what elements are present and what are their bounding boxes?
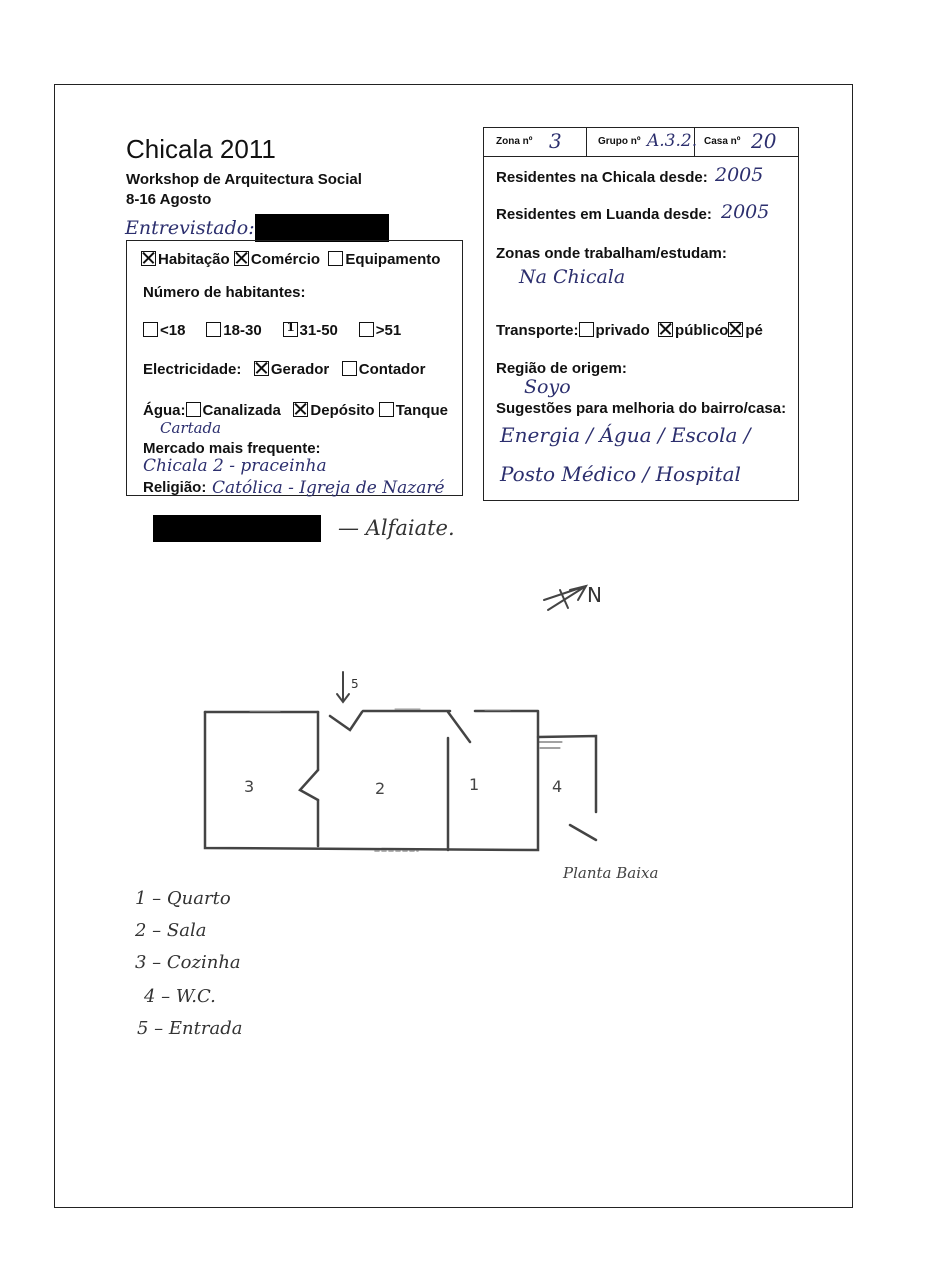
zona-label: Zona nº	[496, 136, 533, 147]
transporte-label: Transporte:	[496, 322, 579, 339]
wc-door	[570, 825, 596, 840]
legend-item-1: 1 – Quarto	[135, 888, 231, 909]
room-4-label: 4	[552, 777, 563, 796]
door-1	[448, 712, 470, 742]
grupo-value: A.3.2.	[647, 131, 698, 151]
deposito-label: Depósito	[310, 402, 375, 419]
regiao-label: Região de origem:	[496, 360, 627, 377]
wc-hatching	[538, 742, 562, 748]
grupo-label: Grupo nº	[598, 136, 641, 147]
legend-item-5: 5 – Entrada	[137, 1018, 243, 1039]
res-luanda-value: 2005	[721, 201, 770, 223]
habitacao-label: Habitação	[158, 251, 230, 268]
range-gt51-label: >51	[375, 322, 402, 339]
entrance-arrow	[337, 672, 349, 702]
zonas-value: Na Chicala	[519, 266, 626, 288]
electricity-label: Electricidade:	[143, 361, 242, 378]
casa-label: Casa nº	[704, 136, 741, 147]
res-chicala-label: Residentes na Chicala desde:	[496, 169, 708, 186]
occupation-value: — Alfaiate.	[338, 516, 455, 540]
outer-walls	[205, 712, 538, 850]
room-3-label: 3	[244, 777, 255, 796]
privado-label: privado	[595, 322, 650, 339]
north-label: N	[587, 583, 602, 607]
canalizada-label: Canalizada	[202, 402, 281, 419]
range-31-50-label: 31-50	[299, 322, 338, 339]
pe-label: pé	[745, 322, 763, 339]
legend-item-4: 4 – W.C.	[144, 986, 216, 1007]
comercio-label: Comércio	[250, 251, 321, 268]
interviewee-label: Entrevistado:	[125, 217, 255, 239]
form-subtitle: Workshop de Arquitectura Social	[126, 171, 362, 188]
entrance-door	[330, 712, 362, 730]
religiao-value: Católica - Igreja de Nazaré	[212, 478, 445, 498]
inhabitants-label: Número de habitantes:	[143, 284, 306, 301]
tanque-label: Tanque	[395, 402, 448, 419]
sugestoes-line1: Energia / Água / Escola /	[500, 423, 751, 447]
mercado-label: Mercado mais frequente:	[143, 440, 321, 457]
agua-note: Cartada	[160, 419, 222, 437]
entrance-mark: 5	[351, 677, 359, 691]
room-2-label: 2	[375, 779, 386, 798]
gerador-label: Gerador	[270, 361, 330, 378]
range-lt18-label: <18	[160, 322, 186, 339]
zonas-label: Zonas onde trabalham/estudam:	[496, 245, 727, 262]
agua-label: Água:	[143, 402, 186, 419]
legend-item-3: 3 – Cozinha	[135, 952, 241, 973]
religiao-label: Religião:	[143, 479, 207, 496]
mercado-value: Chicala 2 - praceinha	[143, 456, 327, 476]
north-arrow	[544, 586, 586, 610]
form-title: Chicala 2011	[126, 134, 276, 164]
regiao-value: Soyo	[524, 376, 571, 398]
legend-item-2: 2 – Sala	[135, 920, 207, 941]
form-dates: 8-16 Agosto	[126, 191, 212, 208]
equipamento-label: Equipamento	[345, 251, 441, 268]
publico-label: público	[675, 322, 729, 339]
room-1-label: 1	[469, 775, 480, 794]
zona-value: 3	[549, 129, 562, 153]
sugestoes-line2: Posto Médico / Hospital	[500, 462, 741, 486]
res-chicala-value: 2005	[715, 164, 764, 186]
sugestoes-label: Sugestões para melhoria do bairro/casa:	[496, 400, 787, 417]
door-3-2	[300, 770, 318, 800]
plan-caption: Planta Baixa	[563, 864, 659, 882]
res-luanda-label: Residentes em Luanda desde:	[496, 206, 712, 223]
casa-value: 20	[751, 129, 777, 153]
contador-label: Contador	[358, 361, 426, 378]
range-18-30-label: 18-30	[223, 322, 262, 339]
wc-walls	[538, 736, 596, 812]
